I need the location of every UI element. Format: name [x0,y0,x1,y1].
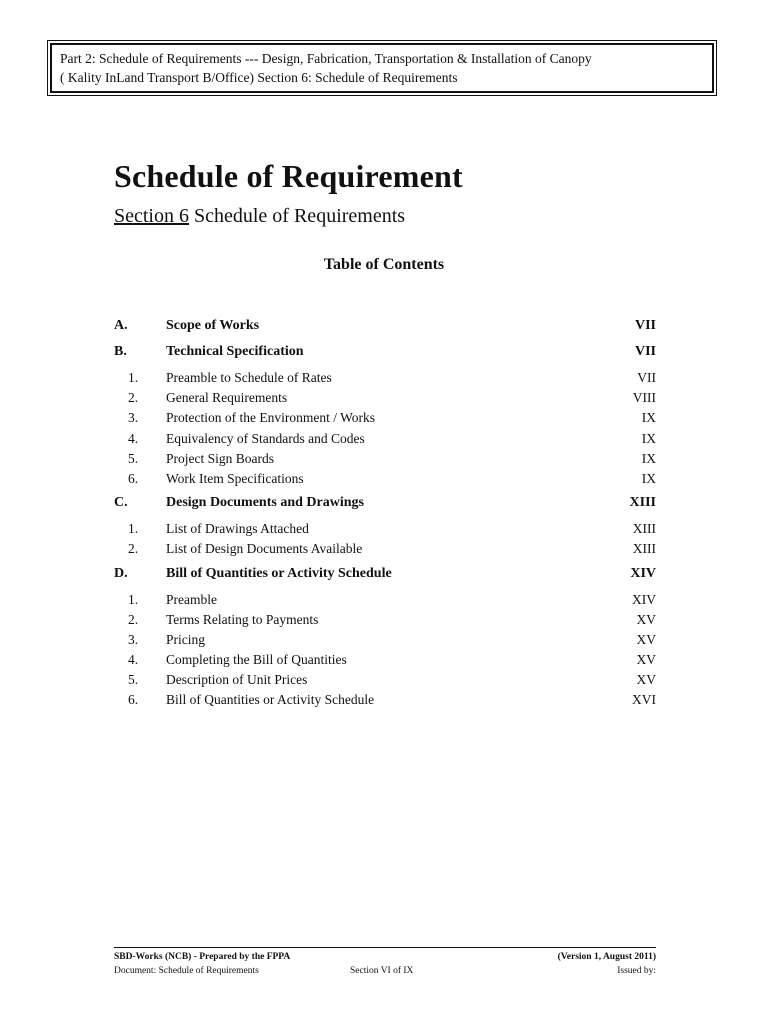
document-title: Schedule of Requirement [114,158,463,194]
toc-item [114,431,656,451]
toc-item-label: Project Sign Boards [166,450,274,466]
toc-item-label: List of Design Documents Available [166,541,363,557]
footer-issued-by: Issued by: [617,966,656,976]
footer-document: Document: Schedule of Requirements [114,966,259,976]
header-line-1: Part 2: Schedule of Requirements --- Design, Fabrication, Transportation & Installation of Canopy [60,51,592,66]
toc-item-label: General Requirements [166,390,288,406]
toc-item-number: 1. [128,521,139,537]
table-of-contents [114,316,656,713]
toc-item-number: 5. [128,450,139,466]
toc-item-page: XV [636,652,656,668]
toc-item [114,541,656,561]
toc-item-label: Terms Relating to Payments [166,611,319,627]
toc-item-page: XV [636,672,656,688]
section-name: Schedule of Requirements [189,205,406,227]
toc-section-c [114,495,656,519]
section-number: Section 6 [114,205,189,227]
toc-item [114,592,656,612]
toc-item-number: 5. [128,672,139,688]
toc-section-label: Scope of Works [166,318,260,333]
toc-item [114,370,656,390]
toc-item-label: Equivalency of Standards and Codes [166,430,365,446]
toc-item [114,390,656,410]
toc-item [114,672,656,692]
toc-item-label: Preamble to Schedule of Rates [166,370,332,385]
toc-section-page: VII [634,344,656,359]
toc-item [114,451,656,471]
toc-item-label: Completing the Bill of Quantities [166,652,347,668]
toc-item-page: IX [641,450,656,466]
toc-item-page: IX [641,410,656,426]
toc-heading: Table of Contents [323,256,445,273]
toc-item-number: 1. [128,370,139,385]
toc-item-number: 1. [128,591,139,607]
toc-item-page: XV [636,631,656,647]
toc-item [114,521,656,541]
toc-item-number: 4. [128,430,139,446]
footer-section: Section VI of IX [350,966,414,976]
toc-item-label: List of Drawings Attached [166,521,309,537]
toc-item-page: VII [637,370,656,385]
toc-item [114,471,656,491]
toc-section-label: Bill of Quantities or Activity Schedule [166,565,392,581]
toc-item-page: IX [641,470,656,486]
footer-prepared-by: SBD-Works (NCB) - Prepared by the FPPA [114,952,291,962]
toc-item-number: 2. [128,611,139,627]
toc-section-page: XIII [629,495,656,511]
toc-item [114,632,656,652]
toc-item-label: Bill of Quantities or Activity Schedule [166,692,375,708]
header-line-2: ( Kality InLand Transport B/Office) Section 6: Schedule of Requirements [60,70,458,85]
toc-section-page: XIV [630,565,656,581]
toc-item-page: XV [636,611,656,627]
toc-section-number: D. [114,565,128,581]
toc-item-page: IX [641,430,656,446]
toc-item-page: XIV [632,591,656,607]
toc-item-number: 2. [128,541,139,557]
toc-item-page: XVI [632,692,656,708]
toc-item-label: Description of Unit Prices [166,672,308,688]
toc-item [114,612,656,632]
toc-section-label: Technical Specification [166,344,304,359]
toc-item [114,410,656,430]
toc-item-number: 6. [128,470,139,486]
toc-section-label: Design Documents and Drawings [166,495,364,511]
toc-section-a [114,318,656,342]
section-subtitle [114,205,405,228]
toc-item-number: 6. [128,692,139,708]
toc-item-number: 4. [128,652,139,668]
toc-section-d [114,566,656,590]
toc-section-number: B. [114,344,127,359]
page-footer [114,947,656,976]
toc-item-label: Pricing [166,631,205,647]
toc-section-b [114,344,656,368]
toc-section-number: A. [114,318,128,333]
footer-version: (Version 1, August 2011) [557,952,656,962]
toc-item-number: 2. [128,390,139,406]
toc-item-number: 3. [128,631,139,647]
toc-item-number: 3. [128,410,139,426]
toc-section-page: VII [634,318,656,333]
toc-item [114,652,656,672]
toc-item [114,692,656,712]
toc-item-page: XIII [632,541,656,557]
toc-section-number: C. [114,495,128,511]
toc-item-page: VIII [632,390,656,406]
toc-item-page: XIII [632,521,656,537]
toc-item-label: Preamble [166,591,217,607]
page-header-box [50,43,714,93]
toc-item-label: Work Item Specifications [166,470,304,486]
toc-item-label: Protection of the Environment / Works [166,410,376,426]
